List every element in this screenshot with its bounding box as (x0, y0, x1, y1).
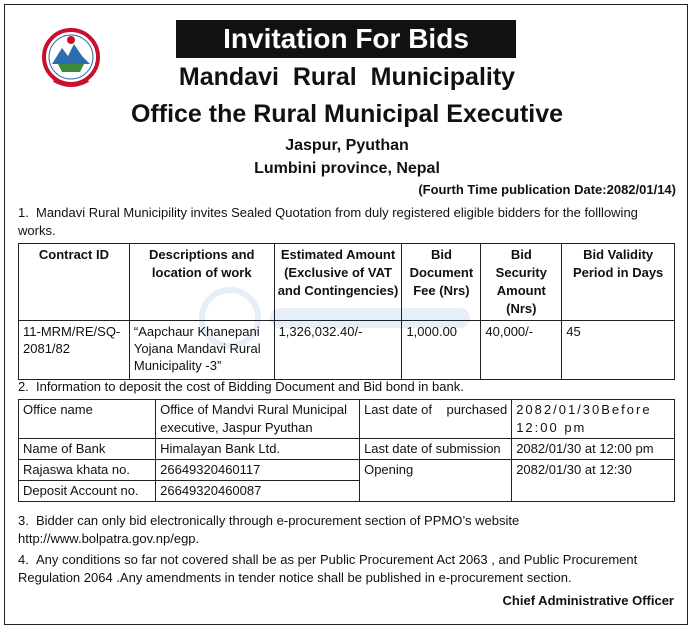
last-submission-value: 2082/01/30 at 12:00 pm (512, 439, 675, 460)
office-name-value: Office of Mandvi Rural Municipal executive, Jaspur Pyuthan (156, 400, 360, 439)
deposit-account-label: Deposit Account no. (19, 481, 156, 502)
table-row (19, 400, 675, 439)
deposit-table (18, 399, 675, 502)
table-header-row (19, 244, 675, 321)
cell-bid-security: 40,000/- (481, 321, 562, 380)
section-4 (18, 551, 676, 587)
banner-title: Invitation For Bids (176, 20, 516, 58)
section-2-number: 2. (18, 379, 29, 394)
section-3-text: Bidder can only bid electronically through e-procurement section of PPMO’s website http://www.bolpatra.gov.np/egp. (18, 513, 520, 546)
cell-description: “Aapchaur Khanepani Yojana Mandavi Rural Municipality -3” (129, 321, 274, 380)
deposit-account-value: 26649320460087 (156, 481, 360, 502)
section-3 (18, 512, 676, 548)
publication-date: (Fourth Time publication Date:2082/01/14) (418, 182, 676, 197)
opening-label: Opening (360, 460, 512, 502)
section-4-number: 4. (18, 552, 29, 567)
bank-value: Himalayan Bank Ltd. (156, 439, 360, 460)
section-3-number: 3. (18, 513, 29, 528)
header-description: Descriptions and location of work (129, 244, 274, 321)
last-submission-label: Last date of submission (360, 439, 512, 460)
signature: Chief Administrative Officer (502, 593, 674, 608)
table-row (19, 439, 675, 460)
section-4-text: Any conditions so far not covered shall be as per Public Procurement Act 2063 , and Public Procurement Regulation 2064 .Any amendments in tender notice shall be published in e-procurement section. (18, 552, 638, 585)
section-1 (18, 204, 676, 240)
section-1-number: 1. (18, 205, 29, 220)
rajaswa-label: Rajaswa khata no. (19, 460, 156, 481)
cell-estimated-amount: 1,326,032.40/- (274, 321, 402, 380)
cell-bid-fee: 1,000.00 (402, 321, 481, 380)
last-purchase-label: Last date of purchased (360, 400, 512, 439)
section-2-text: Information to deposit the cost of Bidding Document and Bid bond in bank. (36, 379, 464, 394)
opening-value: 2082/01/30 at 12:30 (512, 460, 675, 502)
table-row (19, 321, 675, 380)
contract-table (18, 243, 675, 380)
table-row (19, 460, 675, 481)
header-estimated-amount: Estimated Amount (Exclusive of VAT and Contingencies) (274, 244, 402, 321)
header-bid-fee: Bid Document Fee (Nrs) (402, 244, 481, 321)
location-line-1: Jaspur, Pyuthan (285, 137, 409, 154)
header-bid-validity: Bid Validity Period in Days (562, 244, 675, 321)
location-line-2: Lumbini province, Nepal (254, 160, 440, 177)
office-title: Office the Rural Municipal Executive (130, 100, 564, 128)
cell-contract-id: 11-MRM/RE/SQ-2081/82 (19, 321, 130, 380)
section-2 (18, 378, 676, 396)
section-1-text: Mandavi Rural Municipility invites Sealed Quotation from duly registered eligible bidders for the folllowing works. (18, 205, 638, 238)
bank-label: Name of Bank (19, 439, 156, 460)
office-name-label: Office name (19, 400, 156, 439)
cell-bid-validity: 45 (562, 321, 675, 380)
rajaswa-value: 26649320460117 (156, 460, 360, 481)
header-contract-id: Contract ID (19, 244, 130, 321)
municipality-title: Mandavi Rural Municipality (178, 63, 516, 91)
header-bid-security: Bid Security Amount (Nrs) (481, 244, 562, 321)
last-purchase-value: 2082/01/30Before 12:00 pm (512, 400, 675, 439)
